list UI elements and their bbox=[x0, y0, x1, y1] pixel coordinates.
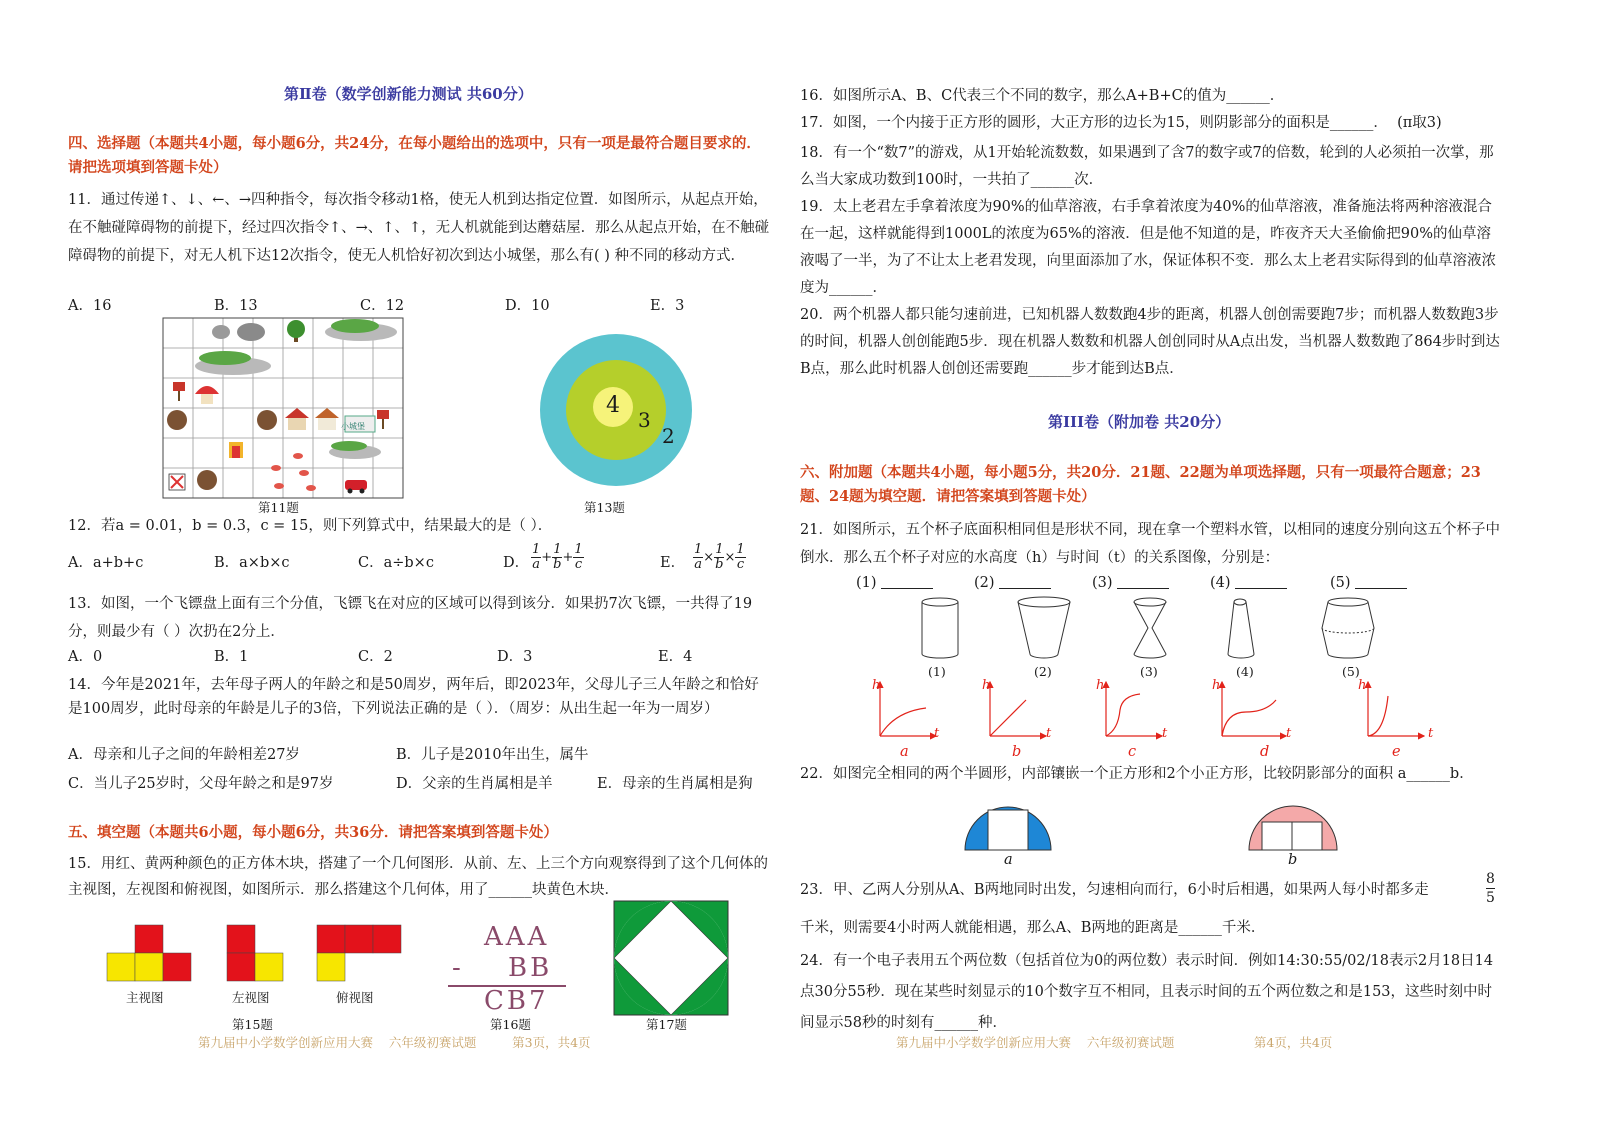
dart-value-3: 3 bbox=[638, 408, 651, 432]
axis-t-label: t bbox=[1286, 726, 1292, 741]
fig22-label-a: a bbox=[1004, 852, 1013, 868]
q14-text: 14．今年是2021年，去年母子两人的年龄之和是50周岁，两年后，即2023年，父母儿子三人年龄之和恰好是100周岁，此时母亲的年龄是儿子的3倍，下列说法正确的是（ ）．（周岁：从出生起一年为一周岁） bbox=[68, 677, 759, 717]
top-view-label: 俯视图 bbox=[336, 990, 374, 1005]
q21-blank[interactable]: (5) bbox=[1330, 573, 1407, 593]
fig17-caption: 第17题 bbox=[646, 1017, 687, 1032]
stump-icon bbox=[167, 410, 187, 430]
graph-c bbox=[1106, 682, 1162, 736]
left-footer: 第九届中小学数学创新应用大赛 六年级初赛试题 第3页，共4页 bbox=[198, 1035, 591, 1050]
cup-label: (3) bbox=[1140, 664, 1158, 679]
q14-option: C．当儿子25岁时，父母年龄之和是97岁 bbox=[68, 776, 334, 792]
rock-icon bbox=[212, 325, 230, 339]
q12-option: B．a×b×c bbox=[214, 555, 290, 571]
axis-t-label: t bbox=[1428, 726, 1434, 741]
cup-cylinder bbox=[922, 598, 958, 658]
q17-text: 17．如图，一个内接于正方形的圆形，大正方形的边长为15，则阴影部分的面积是______． (π取3) bbox=[800, 115, 1442, 131]
q21-blank[interactable]: (4) bbox=[1210, 573, 1287, 593]
tree-icon bbox=[287, 320, 305, 342]
q12-option-e-expression: $\frac{1}{a}$ × $\frac{1}{b}$ × $\frac{1}{c}$ bbox=[694, 542, 745, 572]
fig16-line1: AAA bbox=[484, 922, 550, 952]
q11-option: B．13 bbox=[214, 298, 258, 314]
q13-option: B．1 bbox=[214, 649, 249, 665]
axis-h-label: h bbox=[982, 678, 991, 693]
q11-option: C．12 bbox=[360, 298, 405, 314]
q23-text-b: 千米，则需要4小时两人就能相遇，那么A、B两地的距离是______千米． bbox=[800, 920, 1266, 936]
q12-option-d-expression: $\frac{1}{a}$ + $\frac{1}{b}$ + $\frac{1}{c}$ bbox=[532, 542, 583, 572]
q21-blank[interactable]: (3) bbox=[1092, 573, 1169, 593]
graph-d bbox=[1222, 682, 1286, 736]
dart-value-4: 4 bbox=[606, 393, 620, 418]
part3-title: 第III卷（附加卷 共20分） bbox=[1048, 413, 1231, 431]
fig22-semicircle-b bbox=[1248, 806, 1338, 852]
cup-narrow-top bbox=[1228, 599, 1254, 658]
q15-text: 15．用红、黄两种颜色的正方体木块，搭建了一个几何图形．从前、左、上三个方向观察得到了这个几何体的主视图，左视图和俯视图，如图所示．那么搭建这个几何体，用了______块黄色木块． bbox=[68, 856, 768, 898]
axis-h-label: h bbox=[872, 678, 881, 693]
fig16-caption: 第16题 bbox=[490, 1017, 531, 1032]
q18-text: 18．有一个“数7”的游戏，从1开始轮流数数，如果遇到了含7的数字或7的倍数，轮到的人必须拍一次掌，那么当大家成功数到100时，一共拍了______次． bbox=[800, 145, 1494, 188]
section5-title: 五、填空题（本题共6小题，每小题6分，共36分．请把答案填到答题卡处） bbox=[68, 824, 558, 841]
q13-text: 13．如图，一个飞镖盘上面有三个分值，飞镖飞在对应的区域可以得到该分．如果扔7次飞镖，一共得了19分，则最少有（ ）次扔在2分上． bbox=[68, 596, 753, 640]
fraction: $\frac{1}{c}$ bbox=[736, 542, 745, 572]
right-footer: 第九届中小学数学创新应用大赛 六年级初赛试题 第4页，共4页 bbox=[896, 1035, 1333, 1050]
q11-text: 11．通过传递↑、↓、←、→四种指令，每次指令移动1格，使无人机到达指定位置．如图所示，从起点开始，在不触碰障碍物的前提下，经过四次指令↑、→、↑、↑，无人机就能到达蘑菇屋．那么从起点开始，在不触碰障碍物的前提下，对无人机下达12次指令，使无人机恰好初次到达小城堡，那么有( ) 种不同的移动方式． bbox=[68, 192, 770, 264]
cup-hourglass bbox=[1134, 598, 1166, 658]
q13-option: E．4 bbox=[658, 649, 693, 665]
cup-barrel bbox=[1322, 598, 1374, 658]
axis-t-label: t bbox=[1046, 726, 1052, 741]
q11-option: E．3 bbox=[650, 298, 685, 314]
fig13-caption: 第13题 bbox=[584, 500, 625, 515]
fig11-castle-label: 小城堡 bbox=[341, 422, 365, 431]
stump-icon bbox=[257, 410, 277, 430]
q22-text: 22．如图完全相同的两个半圆形，内部镶嵌一个正方形和2个小正方形，比较阴影部分的面积 a______b． bbox=[800, 766, 1474, 782]
q23-fraction: 8 5 bbox=[1486, 871, 1495, 906]
cup-label: (2) bbox=[1034, 664, 1052, 679]
fig11-caption: 第11题 bbox=[258, 500, 299, 515]
q12-option: C．a÷b×c bbox=[358, 555, 434, 571]
fig16-line3: CB7 bbox=[484, 986, 549, 1016]
q24-text: 24．有一个电子表用五个两位数（包括首位为0的两位数）表示时间．例如14:30:55/02/18表示2月18日14点30分55秒．现在某些时刻显示的10个数字互不相同，且表示时间的五个两位数之和是153，这些时刻中时间显示58秒的时刻有______种． bbox=[800, 953, 1494, 1031]
fig15-caption: 第15题 bbox=[232, 1017, 273, 1032]
mailbox-icon bbox=[377, 410, 389, 429]
q14-option: E．母亲的生肖属相是狗 bbox=[597, 776, 753, 792]
fig15-front-view bbox=[106, 924, 192, 982]
graph-b bbox=[990, 682, 1046, 736]
bush-icon bbox=[195, 351, 271, 375]
q20-text: 20．两个机器人都只能匀速前进，已知机器人数数跑4步的距离，机器人创创需要跑7步；而机器人数数跑3步的时间，机器人创创能跑5步．现在机器人数数和机器人创创同时从A点出发，当机器人数数跑了864步时到达B点，那么此时机器人创创还需要跑______步才能到达B点． bbox=[800, 307, 1500, 377]
q12-option: D． bbox=[503, 555, 530, 571]
cup-label: (5) bbox=[1342, 664, 1360, 679]
cup-label: (4) bbox=[1236, 664, 1254, 679]
axis-h-label: h bbox=[1358, 678, 1367, 693]
fraction: $\frac{1}{c}$ bbox=[574, 542, 583, 572]
q21-blank[interactable]: (2) bbox=[974, 573, 1051, 593]
fig15-top-view bbox=[316, 924, 402, 982]
front-view-label: 主视图 bbox=[126, 990, 164, 1005]
fraction: $\frac{1}{b}$ bbox=[553, 542, 562, 572]
graph-label: e bbox=[1392, 744, 1401, 760]
fig22-label-b: b bbox=[1288, 852, 1298, 868]
q14-option: B．儿子是2010年出生，属牛 bbox=[396, 747, 589, 763]
q21-text: 21．如图所示，五个杯子底面积相同但是形状不同，现在拿一个塑料水管，以相同的速度分别向这五个杯子中倒水．那么五个杯子对应的水高度（h）与时间（t）的关系图像，分别是： bbox=[800, 522, 1500, 566]
house-icon bbox=[285, 408, 309, 430]
start-x-icon bbox=[169, 474, 185, 490]
q13-option: A．0 bbox=[68, 649, 103, 665]
graph-label: d bbox=[1260, 744, 1270, 760]
cup-label: (1) bbox=[928, 664, 946, 679]
part2-title: 第Ⅱ卷（数学创新能力测试 共60分） bbox=[284, 85, 533, 103]
fraction: $\frac{1}{a}$ bbox=[694, 542, 703, 572]
stump-icon bbox=[197, 470, 217, 490]
candy-house-icon bbox=[229, 442, 243, 458]
q12-option: A．a+b+c bbox=[68, 555, 144, 571]
graph-label: c bbox=[1128, 744, 1137, 760]
fig16-line2: BB bbox=[508, 953, 553, 983]
fraction: $\frac{1}{a}$ bbox=[532, 542, 541, 572]
fig21-cups bbox=[910, 596, 1470, 668]
mushroom-house-icon bbox=[195, 386, 219, 404]
left-view-label: 左视图 bbox=[232, 990, 270, 1005]
graph-label: b bbox=[1012, 744, 1022, 760]
cup-tapered bbox=[1018, 597, 1070, 658]
rock-icon bbox=[237, 323, 265, 341]
q19-text: 19．太上老君左手拿着浓度为90%的仙草溶液，右手拿着浓度为40%的仙草溶液，准备施法将两种溶液混合在一起，这样就能得到1000L的浓度为65%的溶液．但是他不知道的是，昨夜齐天大圣偷偷把90%的仙草溶液喝了一半，为了不让太上老君发现，向里面添加了水，保证体积不变．那么太上老君实际得到的仙草溶液浓度为______． bbox=[800, 199, 1496, 296]
axis-t-label: t bbox=[934, 726, 940, 741]
house-icon bbox=[315, 408, 339, 430]
q14-option: A．母亲和儿子之间的年龄相差27岁 bbox=[68, 747, 300, 763]
axis-h-label: h bbox=[1212, 678, 1221, 693]
fraction: $\frac{1}{b}$ bbox=[715, 542, 724, 572]
fig17-square-circle bbox=[613, 900, 729, 1016]
graph-e bbox=[1368, 682, 1424, 736]
fig11-grid-map bbox=[163, 318, 403, 498]
graph-a bbox=[880, 682, 936, 736]
crab-icon bbox=[271, 453, 316, 491]
car-icon bbox=[345, 480, 367, 494]
section6-title: 六、附加题（本题共4小题，每小题5分，共20分．21题、22题为单项选择题，只有一项最符合题意；23题、24题为填空题．请把答案填到答题卡处） bbox=[800, 464, 1481, 505]
q21-blank[interactable]: (1) bbox=[856, 573, 933, 593]
q16-text: 16．如图所示A、B、C代表三个不同的数字，那么A+B+C的值为______． bbox=[800, 88, 1285, 104]
q14-option: D．父亲的生肖属相是羊 bbox=[396, 776, 553, 792]
graph-label: a bbox=[900, 744, 909, 760]
fig15-left-view bbox=[226, 924, 284, 982]
q12-text: 12．若a = 0.01，b = 0.3，c = 15，则下列算式中，结果最大的是（ ）． bbox=[68, 518, 553, 534]
q11-option: D．10 bbox=[505, 298, 550, 314]
q13-option: C．2 bbox=[358, 649, 393, 665]
mailbox-icon bbox=[173, 382, 185, 401]
q13-option: D．3 bbox=[497, 649, 533, 665]
q12-option: E． bbox=[660, 555, 686, 571]
q23-text-a: 23．甲、乙两人分别从A、B两地同时出发，匀速相向而行，6小时后相遇，如果两人每小时都多走 bbox=[800, 882, 1429, 898]
axis-t-label: t bbox=[1162, 726, 1168, 741]
q11-option: A．16 bbox=[68, 298, 112, 314]
fig22-semicircle-a bbox=[964, 806, 1052, 852]
axis-h-label: h bbox=[1096, 678, 1105, 693]
section4-title: 四、选择题（本题共4小题，每小题6分，共24分，在每小题给出的选项中，只有一项是最符合题目要求的．请把选项填到答题卡处） bbox=[68, 135, 761, 176]
bush-icon bbox=[325, 319, 397, 341]
right-page bbox=[800, 0, 1600, 1129]
dart-value-2: 2 bbox=[662, 424, 675, 448]
fig16-minus: - bbox=[452, 953, 461, 983]
